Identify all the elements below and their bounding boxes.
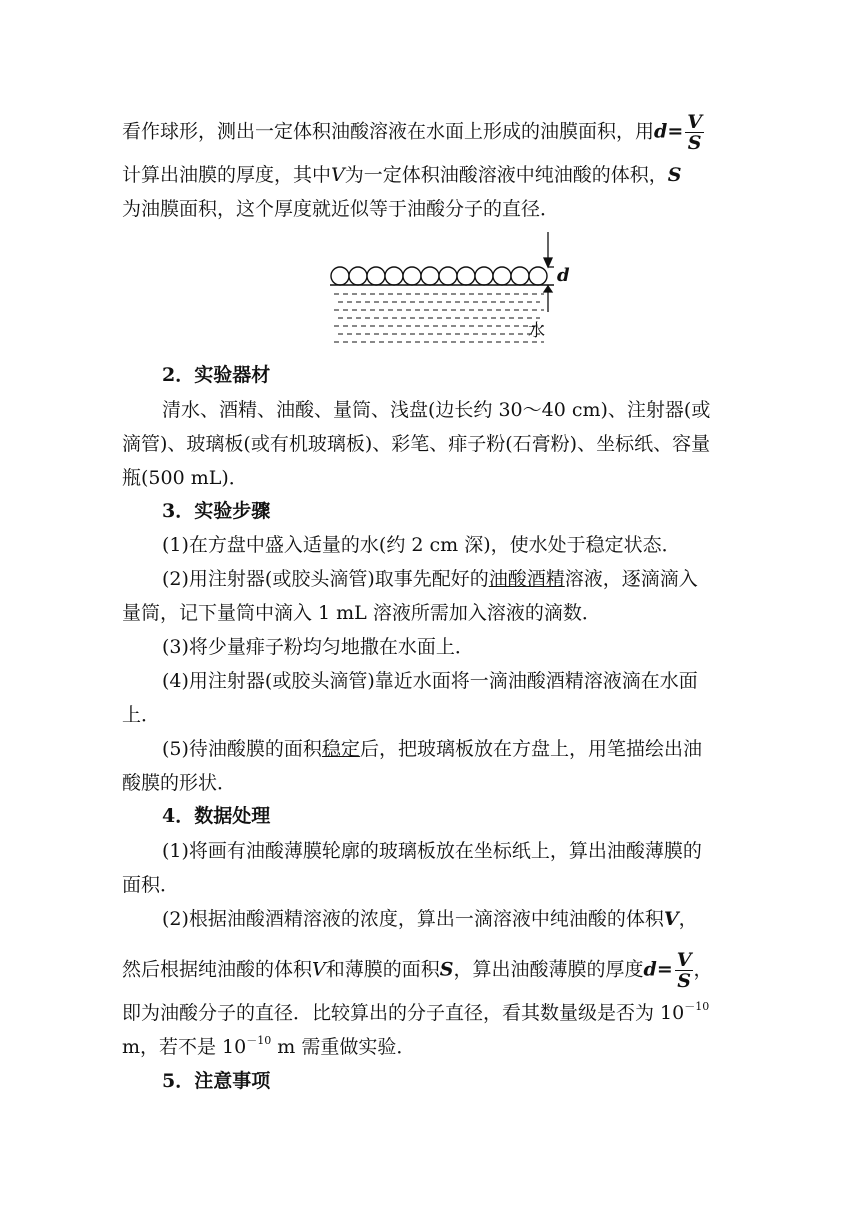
- proc-text: 然后根据纯油酸的体积: [122, 958, 313, 981]
- section-4-heading: 4．数据处理: [162, 805, 271, 827]
- fraction-numerator: V: [687, 111, 702, 133]
- fraction-v-over-s: [685, 112, 704, 153]
- proc-text: m 需重做实验．: [271, 1036, 416, 1058]
- proc-text: 和薄膜的面积: [325, 958, 440, 981]
- step-5-line-1: [162, 736, 782, 762]
- d-label: d: [557, 265, 570, 286]
- proc-text: m，若不是 10: [122, 1036, 247, 1058]
- underlined-term: 稳定: [321, 738, 360, 760]
- proc-text: ，算出油酸薄膜的厚度: [453, 958, 644, 981]
- step-text: (5)待油酸膜的面积: [162, 738, 322, 760]
- proc-text: ，: [678, 908, 698, 930]
- proc-2-line-4: [122, 1034, 742, 1060]
- step-1: (1)在方盘中盛入适量的水(约 2 cm 深)，使水处于稳定状态．: [162, 534, 681, 556]
- oil-film-diagram: [326, 228, 586, 348]
- fraction-denominator: S: [687, 132, 702, 154]
- var-v: V: [331, 164, 345, 186]
- proc-1-line-1: (1)将画有油酸薄膜轮廓的玻璃板放在坐标纸上，算出油酸薄膜的: [162, 840, 702, 862]
- proc-text: ，: [693, 958, 713, 981]
- proc-2-line-1: [162, 906, 782, 932]
- formula-eq: =: [656, 958, 673, 981]
- sec2-line-1: 清水、酒精、油酸、量筒、浅盘(边长约 30～40 cm)、注射器(或: [162, 399, 711, 421]
- var-v: V: [312, 958, 326, 981]
- fraction-numerator: V: [676, 949, 692, 971]
- formula-d: d: [643, 958, 657, 981]
- step-4-line-1: (4)用注射器(或胶头滴管)靠近水面将一滴油酸酒精溶液滴在水面: [162, 670, 698, 692]
- intro-text: 计算出油膜的厚度，其中: [122, 164, 332, 186]
- intro-line-1: [122, 112, 742, 153]
- intro-line-2: [122, 162, 742, 188]
- intro-text: 为一定体积油酸溶液中纯油酸的体积，: [344, 164, 668, 186]
- proc-text: 即为油酸分子的直径．比较算出的分子直径，看其数量级是否为 10: [122, 1002, 685, 1024]
- var-s: S: [439, 958, 454, 981]
- sec2-line-3: 瓶(500 mL)．: [122, 467, 248, 489]
- sec2-line-2: 滴管)、玻璃板(或有机玻璃板)、彩笔、痱子粉(石膏粉)、坐标纸、容量: [122, 433, 711, 455]
- fraction-v-over-s: [675, 950, 694, 991]
- fraction-denominator: S: [677, 970, 691, 992]
- water-hatch: [334, 294, 544, 342]
- proc-2-line-3: [122, 1000, 742, 1026]
- step-text: 溶液，逐滴滴入: [564, 568, 698, 590]
- intro-line-3: 为油膜面积，这个厚度就近似等于油酸分子的直径．: [122, 198, 560, 220]
- section-3-heading: 3．实验步骤: [162, 500, 271, 522]
- step-text: (2)用注射器(或胶头滴管)取事先配好的: [162, 568, 489, 590]
- intro-text: 看作球形，测出一定体积油酸溶液在水面上形成的油膜面积，用: [122, 120, 655, 143]
- section-2-heading: 2．实验器材: [162, 364, 271, 386]
- step-2-line-1: [162, 566, 782, 592]
- step-4-line-2: 上．: [122, 704, 161, 726]
- exponent: －10: [684, 1000, 710, 1013]
- water-label: 水: [528, 321, 545, 341]
- exponent: －10: [246, 1034, 272, 1047]
- proc-2-line-2: [122, 950, 742, 991]
- var-s: S: [667, 164, 682, 186]
- step-5-line-2: 酸膜的形状．: [122, 772, 237, 794]
- section-5-heading: 5．注意事项: [162, 1070, 271, 1092]
- step-2-line-2: 量筒，记下量筒中滴入 1 mL 溶液所需加入溶液的滴数．: [122, 602, 601, 624]
- step-3: (3)将少量痱子粉均匀地撒在水面上．: [162, 636, 474, 658]
- var-v: V: [663, 908, 679, 930]
- formula-d: d: [654, 120, 668, 143]
- formula-eq: =: [667, 120, 684, 143]
- underlined-term: 油酸酒精: [488, 568, 565, 590]
- proc-1-line-2: 面积．: [122, 874, 180, 896]
- step-text: 后，把玻璃板放在方盘上，用笔描绘出油: [359, 738, 702, 760]
- proc-text: (2)根据油酸酒精溶液的浓度，算出一滴溶液中纯油酸的体积: [162, 908, 664, 930]
- oil-molecules: [331, 267, 547, 285]
